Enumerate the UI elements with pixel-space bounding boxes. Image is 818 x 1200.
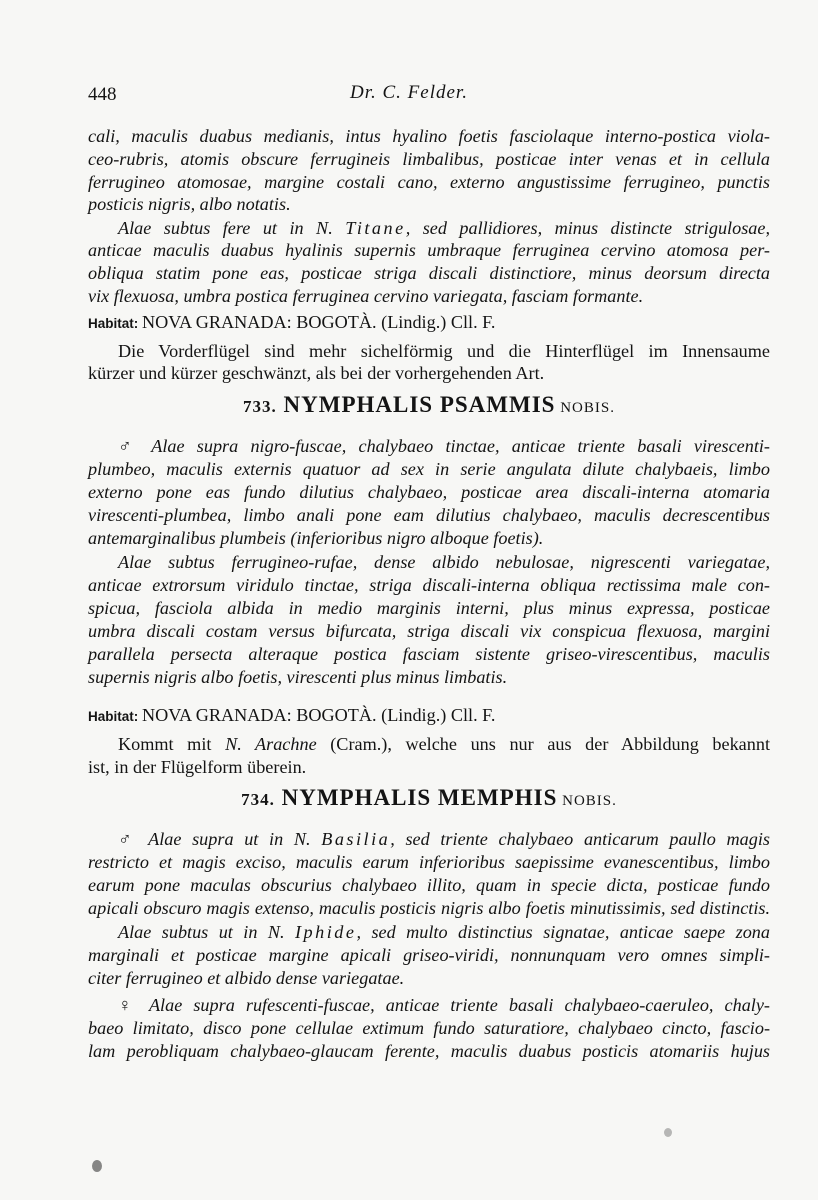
text-segment: ferrugineo atomosae, margine costali cano, externo angustissime ferrugineo, punctis xyxy=(88,172,770,192)
scan-speck xyxy=(664,1128,672,1137)
scan-speck xyxy=(92,1160,102,1172)
text-segment: , sed pallidiores, minus distincte strigulosae, xyxy=(405,218,770,238)
text-line xyxy=(118,733,770,755)
text-line xyxy=(88,874,770,896)
text-line xyxy=(88,262,770,284)
page-number: 448 xyxy=(88,84,117,105)
text-segment: , sed triente chalybaeo anticarum paullo magis xyxy=(390,829,770,849)
text-line xyxy=(88,620,770,642)
text-segment: NOVA GRANADA: BOGOTÀ. (Lindig.) Cll. F. xyxy=(142,312,496,332)
text-line xyxy=(118,551,770,573)
text-segment: Alae subtus ferrugineo-rufae, dense albido nebulosae, nigrescenti variegatae, xyxy=(118,552,770,572)
text-segment: externo pone eas fundo dilutius chalybaeo, posticae area discali-interna atomaria xyxy=(88,482,770,502)
text-line xyxy=(88,643,770,665)
text-segment: marginali et posticae margine apicali griseo-viridi, nonnunquam vero omnes simpli- xyxy=(88,945,770,965)
heading-suffix: NOBIS. xyxy=(557,793,617,809)
text-line xyxy=(88,148,770,170)
text-segment: Titane xyxy=(345,218,406,238)
text-line xyxy=(88,481,770,503)
text-line xyxy=(88,527,770,549)
text-segment: ist, in der Flügelform überein. xyxy=(88,757,307,777)
text-line xyxy=(118,994,770,1016)
heading-number: 733. xyxy=(243,397,277,416)
text-segment: obliqua statim pone eas, posticae striga discali distinctiore, minus deorsum directa xyxy=(88,263,770,283)
text-line xyxy=(88,704,770,728)
text-segment: earum pone maculas obscurius chalybaeo illito, quam in specie dicta, posticae fundo xyxy=(88,875,770,895)
species-heading xyxy=(88,785,770,811)
text-segment: , sed multo distinctius signatae, anticae saepe zona xyxy=(356,922,770,942)
text-line xyxy=(88,1017,770,1039)
text-segment: parallela persecta alteraque postica fasciam sistente griseo-virescentibus, maculis xyxy=(88,644,770,664)
text-line xyxy=(88,504,770,526)
text-segment: apicali obscuro magis extenso, maculis posticis nigris albo foetis minutissimis, sed distinctis. xyxy=(88,898,770,918)
text-segment: (Cram.), welche uns nur aus der Abbildung bekannt xyxy=(316,734,770,754)
habitat-label: Habitat: xyxy=(88,316,142,331)
text-line xyxy=(88,458,770,480)
text-line xyxy=(118,921,770,943)
text-segment: supernis nigris albo foetis, virescenti plus minus limbatis. xyxy=(88,667,508,687)
text-segment: baeo limitato, disco pone cellulae extimum fundo saturatiore, chalybaeo cincto, fascio- xyxy=(88,1018,770,1038)
species-heading xyxy=(88,392,770,418)
habitat-label: Habitat: xyxy=(88,709,142,724)
text-segment: virescenti-plumbea, limbo anali pone eam dilutius chalybaeo, maculis decrescentibus xyxy=(88,505,770,525)
text-segment: ♂ Alae supra nigro-fuscae, chalybaeo tinctae, anticae triente basali virescenti- xyxy=(118,436,770,456)
running-head: Dr. C. Felder. xyxy=(350,82,468,103)
text-segment: anticae extrorsum viridulo tinctae, striga discali-interna obliqua rectissima male con- xyxy=(88,575,770,595)
text-line xyxy=(88,756,770,778)
text-line xyxy=(88,666,770,688)
text-line xyxy=(88,1040,770,1062)
heading-name: NYMPHALIS MEMPHIS xyxy=(274,785,558,810)
text-segment: antemarginalibus plumbeis (inferioribus nigro alboque foetis). xyxy=(88,528,544,548)
text-line xyxy=(88,193,770,215)
text-line xyxy=(88,362,770,384)
text-segment: plumbeo, maculis externis quatuor ad sex in serie angulata dilute chalybaeis, limbo xyxy=(88,459,770,479)
text-line xyxy=(88,574,770,596)
text-line xyxy=(88,967,770,989)
text-line xyxy=(88,851,770,873)
text-segment: ♀ Alae supra rufescenti-fuscae, anticae triente basali chalybaeo-caeruleo, chaly- xyxy=(118,995,770,1015)
text-segment: lam perobliquam chalybaeo-glaucam ferente, maculis duabus posticis atomariis hujus xyxy=(88,1041,770,1061)
text-segment: spicua, fasciola albida in medio marginis interni, plus minus expressa, posticae xyxy=(88,598,770,618)
text-segment: Iphide xyxy=(294,922,357,942)
heading-suffix: NOBIS. xyxy=(555,400,615,416)
text-segment: Alae subtus fere ut in N. xyxy=(118,218,346,238)
text-line xyxy=(88,311,770,335)
text-line xyxy=(118,828,770,850)
text-segment: Basilia xyxy=(321,829,391,849)
text-line xyxy=(88,239,770,261)
text-line xyxy=(118,217,770,239)
heading-number: 734. xyxy=(241,790,275,809)
text-segment: kürzer und kürzer geschwänzt, als bei der vorhergehenden Art. xyxy=(88,363,545,383)
text-line xyxy=(118,340,770,362)
text-segment: Die Vorderflügel sind mehr sichelförmig und die Hinterflügel im Innensaume xyxy=(118,341,770,361)
text-line xyxy=(88,125,770,147)
text-segment: ceo-rubris, atomis obscure ferrugineis limbalibus, posticae inter venas et in cellula xyxy=(88,149,770,169)
text-segment: vix flexuosa, umbra postica ferruginea cervino variegata, fasciam formante. xyxy=(88,286,644,306)
text-segment: posticis nigris, albo notatis. xyxy=(88,194,291,214)
text-line xyxy=(88,597,770,619)
text-line xyxy=(88,944,770,966)
text-line xyxy=(118,435,770,457)
text-segment: anticae maculis duabus hyalinis supernis umbraque ferruginea cervino atomosa per- xyxy=(88,240,770,260)
text-segment: Alae subtus ut in N. xyxy=(118,922,295,942)
text-segment: cali, maculis duabus medianis, intus hyalino foetis fasciolaque interno-postica viola- xyxy=(88,126,770,146)
text-segment: ♂ Alae supra ut in N. xyxy=(118,829,322,849)
text-segment: restricto et magis exciso, maculis earum inferioribus saepissime evanescentibus, limbo xyxy=(88,852,770,872)
text-segment: NOVA GRANADA: BOGOTÀ. (Lindig.) Cll. F. xyxy=(142,705,496,725)
text-line xyxy=(88,171,770,193)
text-segment: citer ferrugineo et albido dense variegatae. xyxy=(88,968,405,988)
text-segment: umbra discali costam versus bifurcata, striga discali vix conspicua flexuosa, margini xyxy=(88,621,770,641)
text-segment: Kommt mit xyxy=(118,734,226,754)
text-line xyxy=(88,897,770,919)
heading-name: NYMPHALIS PSAMMIS xyxy=(276,392,556,417)
text-segment: N. Arachne xyxy=(225,734,317,754)
text-line xyxy=(88,285,770,307)
